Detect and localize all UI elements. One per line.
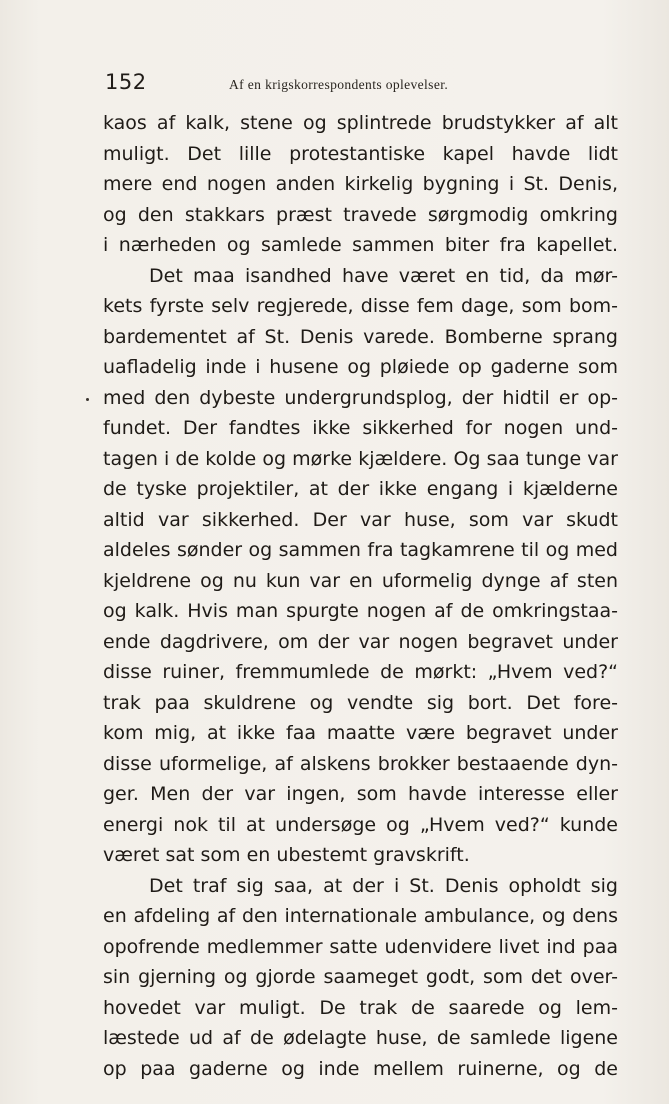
page-header <box>103 70 618 100</box>
text-line: en afdeling af den internationale ambulance, og dens <box>103 905 618 927</box>
text-line: op paa gaderne og inde mellem ruinerne, og de <box>103 1057 618 1080</box>
text-line: læstede ud af de ødelagte huse, de samlede ligene <box>103 1027 618 1049</box>
text-line: ende dagdrivere, om der var nogen begravet under <box>103 630 618 653</box>
text-line: kjeldrene og nu kun var en uformelig dynge af sten <box>103 569 618 592</box>
page-number: 152 <box>105 70 147 94</box>
text-line: disse ruiner, fremmumlede de mørkt: „Hvem ved?“ <box>103 661 618 683</box>
text-line: tagen i de kolde og mørke kjældere. Og saa tunge var <box>103 447 618 470</box>
text-line: kaos af kalk, stene og splintrede brudstykker af alt <box>103 112 618 134</box>
text-line: mere end nogen anden kirkelig bygning i St. Denis, <box>103 173 618 195</box>
paragraph-first-line: Det maa isandhed have været en tid, da mør- <box>149 264 618 287</box>
paragraph-first-line: Det traf sig saa, at der i St. Denis opholdt sig <box>149 874 618 897</box>
text-line: sin gjerning og gjorde saameget godt, som det over- <box>103 966 618 988</box>
text-line: og kalk. Hvis man spurgte nogen af de omkringstaa- <box>103 600 618 622</box>
text-line: med den dybeste undergrundsplog, der hidtil er op- <box>103 386 618 409</box>
text-line: aldeles sønder og sammen fra tagkamrene til og med <box>103 539 618 561</box>
text-line: bardementet af St. Denis varede. Bomberne sprang <box>103 325 618 348</box>
text-line: hovedet var muligt. De trak de saarede og lem- <box>103 996 618 1019</box>
text-line: disse uformelige, af alskens brokker bestaaende dyn- <box>103 752 618 775</box>
text-line: energi nok til at undersøge og „Hvem ved?“ kunde <box>103 813 618 836</box>
text-line: altid var sikkerhed. Der var huse, som var skudt <box>103 508 618 531</box>
body-text <box>103 108 618 1084</box>
running-title: Af en krigskorrespondents oplevelser. <box>229 77 449 92</box>
text-line: kets fyrste selv regjerede, disse fem dage, som bom- <box>103 295 618 317</box>
text-line: fundet. Der fandtes ikke sikkerhed for nogen und- <box>103 417 618 439</box>
text-line: i nærheden og samlede sammen biter fra kapellet. <box>103 234 618 256</box>
text-line: de tyske projektiler, at der ikke engang i kjælderne <box>103 478 618 500</box>
text-line: muligt. Det lille protestantiske kapel havde lidt <box>103 142 618 165</box>
paragraph-last-line: været sat som en ubestemt gravskrift. <box>103 844 470 866</box>
text-line: ger. Men der var ingen, som havde interesse eller <box>103 783 618 805</box>
text-line: opofrende medlemmer satte udenvidere livet ind paa <box>103 935 618 958</box>
stray-ink-mark <box>86 398 89 401</box>
text-line: og den stakkars præst travede sørgmodig omkring <box>103 203 618 226</box>
text-line: kom mig, at ikke faa maatte være begravet under <box>103 722 618 744</box>
text-line: uafladelig inde i husene og pløiede op gaderne som <box>103 356 618 378</box>
text-line: trak paa skuldrene og vendte sig bort. Det fore- <box>103 691 618 714</box>
